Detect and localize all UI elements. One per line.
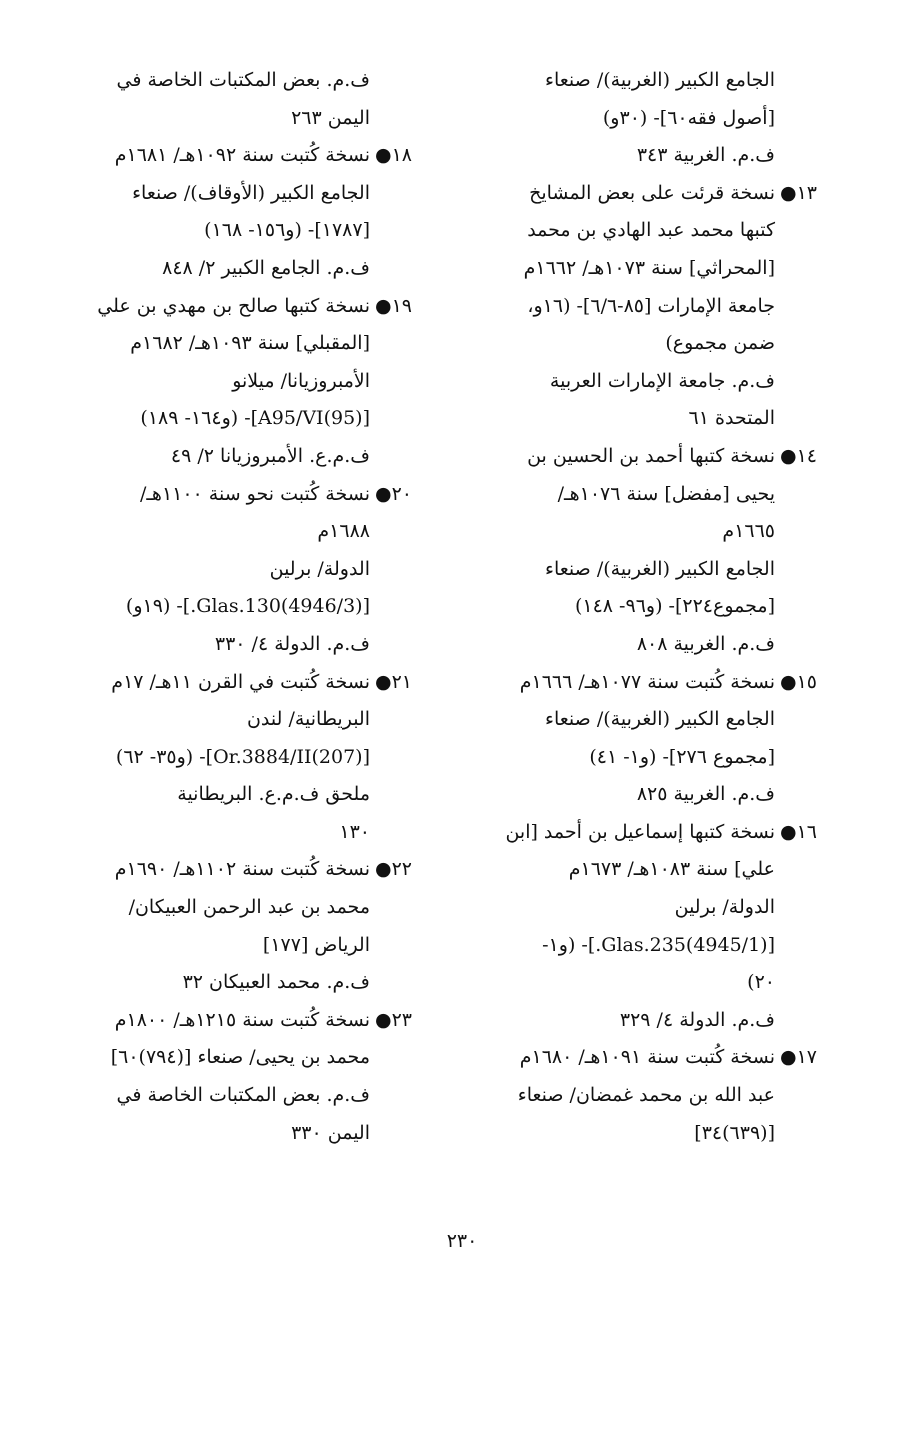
entry-line: نسخة كتبها إسماعيل بن أحمد [ابن bbox=[505, 820, 775, 843]
entry-14 bbox=[455, 438, 815, 664]
entry-line: ١٦٦٥م bbox=[722, 520, 775, 543]
entry-line: الرياض [١٧٧] bbox=[262, 933, 370, 956]
entry-line: علي] سنة ١٠٨٣هـ/ ١٦٧٣م bbox=[568, 858, 775, 881]
entry-number: ٢٠● bbox=[374, 482, 412, 505]
entry-line: [(207)Or.3884/II]- (و٣٥- ٦٢) bbox=[115, 745, 370, 768]
entry-line: الأمبروزيانا/ ميلانو bbox=[232, 369, 370, 392]
entry-line: ١٦٨٨م bbox=[317, 520, 370, 543]
entry-17 bbox=[455, 1039, 815, 1152]
entry-line: محمد بن عبد الرحمن العبيكان/ bbox=[128, 896, 370, 919]
entry-number: ٢٣● bbox=[374, 1008, 412, 1031]
entry-23 bbox=[50, 1002, 410, 1152]
entry-line: [مجموع ٢٧٦]- (و١- ٤١) bbox=[589, 745, 775, 768]
entry-line: [(4946/3)Glas.130.]- (١٩و) bbox=[125, 595, 370, 618]
entry-line: ف.م. جامعة الإمارات العربية bbox=[549, 369, 775, 392]
entry-line: ف.م. الغربية ٣٤٣ bbox=[636, 144, 775, 167]
entry-line: الجامع الكبير (الأوقاف)/ صنعاء bbox=[132, 181, 370, 204]
right-column bbox=[455, 62, 815, 1152]
entry-line: [أصول فقه٦٠]- (٣٠و) bbox=[602, 106, 775, 129]
entry-line: نسخة قرئت على بعض المشايخ bbox=[529, 181, 775, 204]
entry-line: الدولة/ برلين bbox=[269, 557, 370, 580]
entry-line: ف.م.ع. الأمبروزيانا ٢/ ٤٩ bbox=[170, 444, 370, 467]
entry-line: ف.م. الغربية ٨٢٥ bbox=[636, 783, 775, 806]
entry-line: نسخة كتبها صالح بن مهدي بن علي bbox=[97, 294, 370, 317]
entry-number: ٢٢● bbox=[374, 858, 412, 881]
entry-line: ف.م. الدولة ٤/ ٣٢٩ bbox=[619, 1008, 775, 1031]
entry-line: نسخة كُتبت في القرن ١١هـ/ ١٧م bbox=[111, 670, 370, 693]
entry-line: الجامع الكبير (الغربية)/ صنعاء bbox=[545, 557, 775, 580]
entry-line: البريطانية/ لندن bbox=[246, 708, 370, 731]
left-column bbox=[50, 62, 410, 1152]
entry-line: ٢٠) bbox=[747, 971, 775, 994]
entry-line: الجامع الكبير (الغربية)/ صنعاء bbox=[545, 708, 775, 731]
entry-18 bbox=[50, 137, 410, 287]
entry-15 bbox=[455, 664, 815, 814]
entry-line: يحيى [مفضل] سنة ١٠٧٦هـ/ bbox=[557, 482, 775, 505]
entry-number: ١٤● bbox=[779, 444, 817, 467]
entry-line: [(4945/1)Glas.235.]- (و١- bbox=[542, 933, 775, 956]
entry-number: ١٩● bbox=[374, 294, 412, 317]
entry-line: نسخة كُتبت سنة ١٢١٥هـ/ ١٨٠٠م bbox=[114, 1008, 370, 1031]
entry-continued-right bbox=[455, 62, 815, 175]
entry-line: نسخة كُتبت سنة ١٠٩٢هـ/ ١٦٨١م bbox=[114, 144, 370, 167]
entry-number: ١٥● bbox=[779, 670, 817, 693]
entry-line: ف.م. بعض المكتبات الخاصة في bbox=[116, 1084, 370, 1107]
entry-line: اليمن ٢٦٣ bbox=[291, 106, 370, 129]
page-number: ٢٣٠ bbox=[446, 1230, 478, 1252]
entry-19 bbox=[50, 288, 410, 476]
entry-line: [المقبلي] سنة ١٠٩٣هـ/ ١٦٨٢م bbox=[130, 332, 370, 355]
entry-line: [مجموع٢٢٤]- (و٩٦- ١٤٨) bbox=[574, 595, 775, 618]
entry-line: محمد بن يحيى/ صنعاء [(٧٩٤)٦٠] bbox=[110, 1046, 370, 1069]
entry-line: نسخة كُتبت نحو سنة ١١٠٠هـ/ bbox=[139, 482, 370, 505]
entry-line: نسخة كُتبت سنة ١١٠٢هـ/ ١٦٩٠م bbox=[114, 858, 370, 881]
entry-line: الدولة/ برلين bbox=[674, 896, 775, 919]
entry-line: ف.م. محمد العبيكان ٣٢ bbox=[182, 971, 370, 994]
entry-continued-left bbox=[50, 62, 410, 137]
entry-number: ٢١● bbox=[374, 670, 412, 693]
entry-22 bbox=[50, 851, 410, 1001]
entry-number: ١٣● bbox=[779, 181, 817, 204]
entry-number: ١٦● bbox=[779, 820, 817, 843]
entry-line: ملحق ف.م.ع. البريطانية bbox=[177, 783, 370, 806]
entry-line: اليمن ٣٣٠ bbox=[291, 1121, 370, 1144]
entry-number: ١٨● bbox=[374, 144, 412, 167]
entry-line: ف.م. الغربية ٨٠٨ bbox=[636, 632, 775, 655]
entry-line: ف.م. الجامع الكبير ٢/ ٨٤٨ bbox=[162, 256, 370, 279]
entry-13 bbox=[455, 175, 815, 438]
entry-line: ف.م. بعض المكتبات الخاصة في bbox=[116, 69, 370, 91]
entry-line: نسخة كُتبت سنة ١٠٧٧هـ/ ١٦٦٦م bbox=[519, 670, 775, 693]
entry-line: نسخة كُتبت سنة ١٠٩١هـ/ ١٦٨٠م bbox=[519, 1046, 775, 1069]
entry-line: [(٦٣٩)٣٤] bbox=[694, 1121, 775, 1144]
entry-line: [(95)A95/VI]- (و١٦٤- ١٨٩) bbox=[140, 407, 370, 430]
entry-line: ١٣٠ bbox=[339, 820, 370, 843]
entry-line: عبد الله بن محمد غمضان/ صنعاء bbox=[517, 1084, 775, 1107]
entry-16 bbox=[455, 814, 815, 1040]
entry-line: الجامع الكبير (الغربية)/ صنعاء bbox=[545, 69, 775, 91]
entry-line: المتحدة ٦١ bbox=[688, 407, 775, 430]
entry-line: [المحراثي] سنة ١٠٧٣هـ/ ١٦٦٢م bbox=[523, 256, 775, 279]
entry-line: ف.م. الدولة ٤/ ٣٣٠ bbox=[214, 632, 370, 655]
entry-line: كتبها محمد عبد الهادي بن محمد bbox=[527, 219, 775, 242]
entry-21 bbox=[50, 664, 410, 852]
entry-line: جامعة الإمارات [٨٥-٦/٦]- (١٦و، bbox=[527, 294, 775, 317]
entry-number: ١٧● bbox=[779, 1046, 817, 1069]
entry-line: [١٧٨٧]- (و١٥٦- ١٦٨) bbox=[204, 219, 370, 242]
entry-line: نسخة كتبها أحمد بن الحسين بن bbox=[527, 444, 775, 467]
entry-20 bbox=[50, 476, 410, 664]
entry-line: ضمن مجموع) bbox=[665, 332, 775, 355]
